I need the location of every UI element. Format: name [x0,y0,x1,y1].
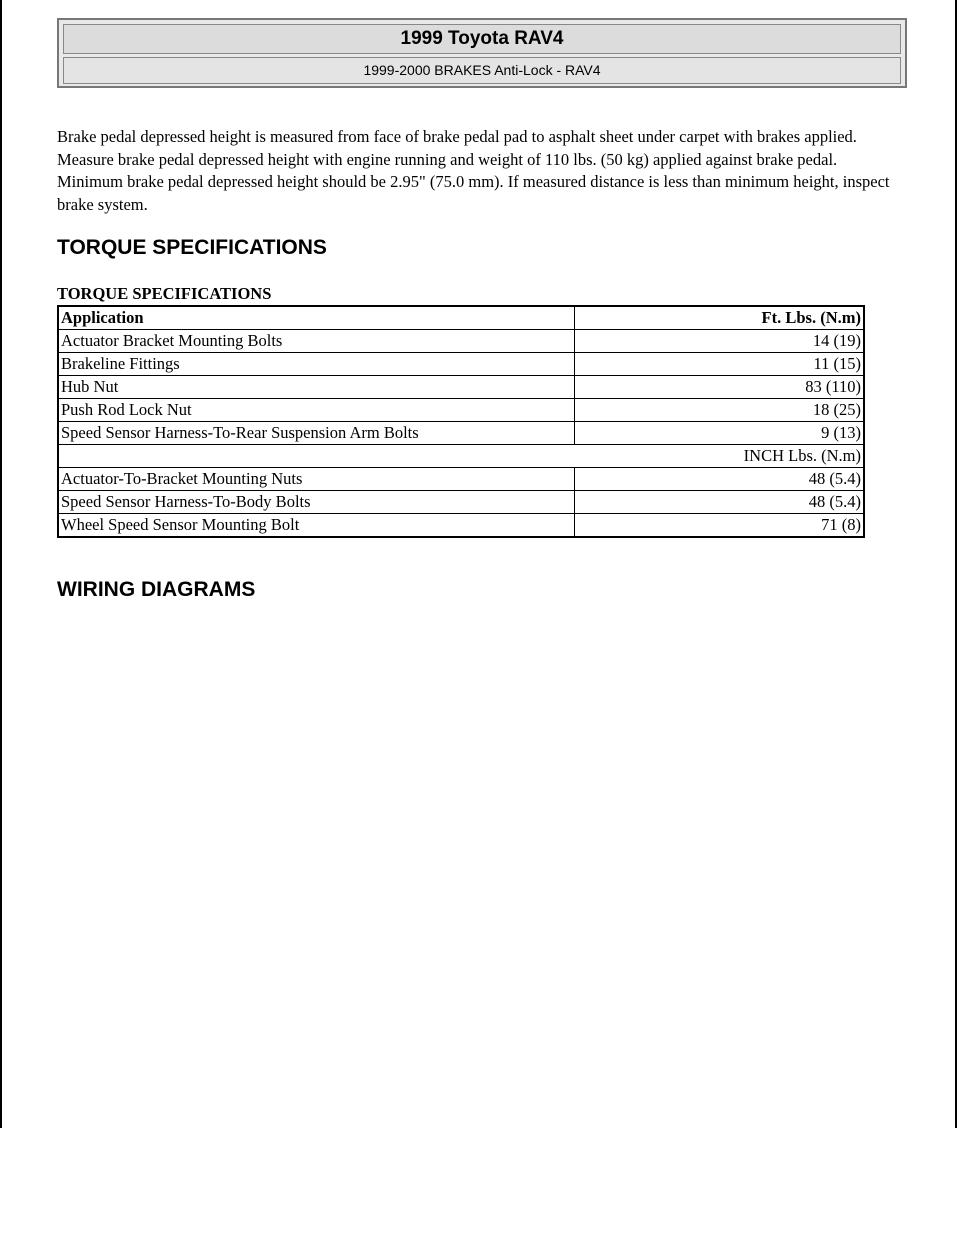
page-border-left [0,0,2,1128]
col-header-ftlbs: Ft. Lbs. (N.m) [574,306,864,330]
cell-value: 83 (110) [574,376,864,399]
cell-value: 11 (15) [574,353,864,376]
brake-pedal-paragraph: Brake pedal depressed height is measured from face of brake pedal pad to asphalt sheet under carpet with brakes applied. Measure brake pedal depressed height with engine running and weight of 110 lbs. (50 kg) applied against brake pedal. Minimum brake pedal depressed height should be 2.95" (75.0 mm). If measured distance is less than minimum height, inspect brake system. [57,127,890,214]
cell-application: Brakeline Fittings [58,353,574,376]
cell-application: Hub Nut [58,376,574,399]
cell-application: Actuator Bracket Mounting Bolts [58,330,574,353]
table-caption: TORQUE SPECIFICATIONS [57,284,272,303]
header-title: 1999 Toyota RAV4 [63,24,901,54]
table-row [58,422,864,445]
table-row [58,399,864,422]
cell-application: Actuator-To-Bracket Mounting Nuts [58,468,574,491]
table-row [58,468,864,491]
cell-value: 18 (25) [574,399,864,422]
table-row [58,491,864,514]
section-heading-wiring: WIRING DIAGRAMS [57,578,256,601]
section-heading-torque: TORQUE SPECIFICATIONS [57,236,327,259]
cell-application: Push Rod Lock Nut [58,399,574,422]
table-row [58,514,864,538]
table-row [58,376,864,399]
table-row [58,353,864,376]
cell-value: 71 (8) [574,514,864,538]
header-subtitle: 1999-2000 BRAKES Anti-Lock - RAV4 [63,57,901,84]
torque-spec-table [57,305,865,538]
table-subheader-row [58,445,864,468]
cell-application: Wheel Speed Sensor Mounting Bolt [58,514,574,538]
document-header [57,18,907,88]
cell-value: 9 (13) [574,422,864,445]
cell-value: 14 (19) [574,330,864,353]
table-row [58,330,864,353]
subheader-inchlbs: INCH Lbs. (N.m) [58,445,864,468]
page-border-right [955,0,957,1128]
table-header-row [58,306,864,330]
cell-application: Speed Sensor Harness-To-Rear Suspension Arm Bolts [58,422,574,445]
cell-value: 48 (5.4) [574,491,864,514]
cell-application: Speed Sensor Harness-To-Body Bolts [58,491,574,514]
cell-value: 48 (5.4) [574,468,864,491]
col-header-application: Application [58,306,574,330]
